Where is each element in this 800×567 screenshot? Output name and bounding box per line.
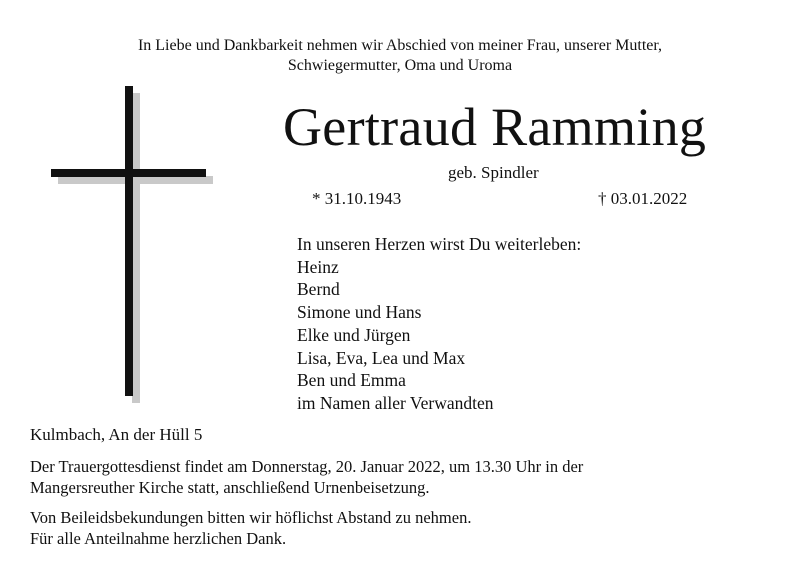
mourner-item: im Namen aller Verwandten xyxy=(297,392,494,413)
service-info xyxy=(30,456,583,498)
birth-date: * 31.10.1943 xyxy=(312,189,402,208)
intro-line-1: In Liebe und Dankbarkeit nehmen wir Abschied von meiner Frau, unserer Mutter, xyxy=(137,37,663,54)
mourners-list xyxy=(297,233,581,415)
mourner-item: Lisa, Eva, Lea und Max xyxy=(297,347,466,368)
deceased-name: Gertraud Ramming xyxy=(283,97,707,157)
mourner-item: Ben und Emma xyxy=(297,370,406,391)
intro-text xyxy=(0,36,800,76)
death-date: † 03.01.2022 xyxy=(598,189,688,208)
cross-horizontal-beam xyxy=(51,169,206,177)
service-line-2: Mangersreuther Kirche statt, anschließend Urnenbeisetzung. xyxy=(30,478,430,497)
service-line-1: Der Trauergottesdienst findet am Donnerstag, 20. Januar 2022, um 13.30 Uhr in der xyxy=(30,457,584,476)
footer-text xyxy=(30,456,583,558)
cross-vertical-beam xyxy=(125,86,133,396)
mourner-item: Bernd xyxy=(297,279,340,300)
mourners-heading: In unseren Herzen wirst Du weiterleben: xyxy=(297,234,582,254)
mourner-item: Heinz xyxy=(297,256,339,277)
intro-line-2: Schwiegermutter, Oma und Uroma xyxy=(287,57,513,74)
maiden-name: geb. Spindler xyxy=(448,163,539,182)
condolence-note xyxy=(30,507,583,549)
cross-shadow-vertical xyxy=(132,93,140,403)
mourner-item: Elke und Jürgen xyxy=(297,324,411,345)
thanks-line: Für alle Anteilnahme herzlichen Dank. xyxy=(30,529,287,548)
condolence-line: Von Beileidsbekundungen bitten wir höflichst Abstand zu nehmen. xyxy=(30,508,472,527)
cross-shadow-horizontal xyxy=(58,176,213,184)
address: Kulmbach, An der Hüll 5 xyxy=(30,425,203,444)
mourner-item: Simone und Hans xyxy=(297,302,422,323)
